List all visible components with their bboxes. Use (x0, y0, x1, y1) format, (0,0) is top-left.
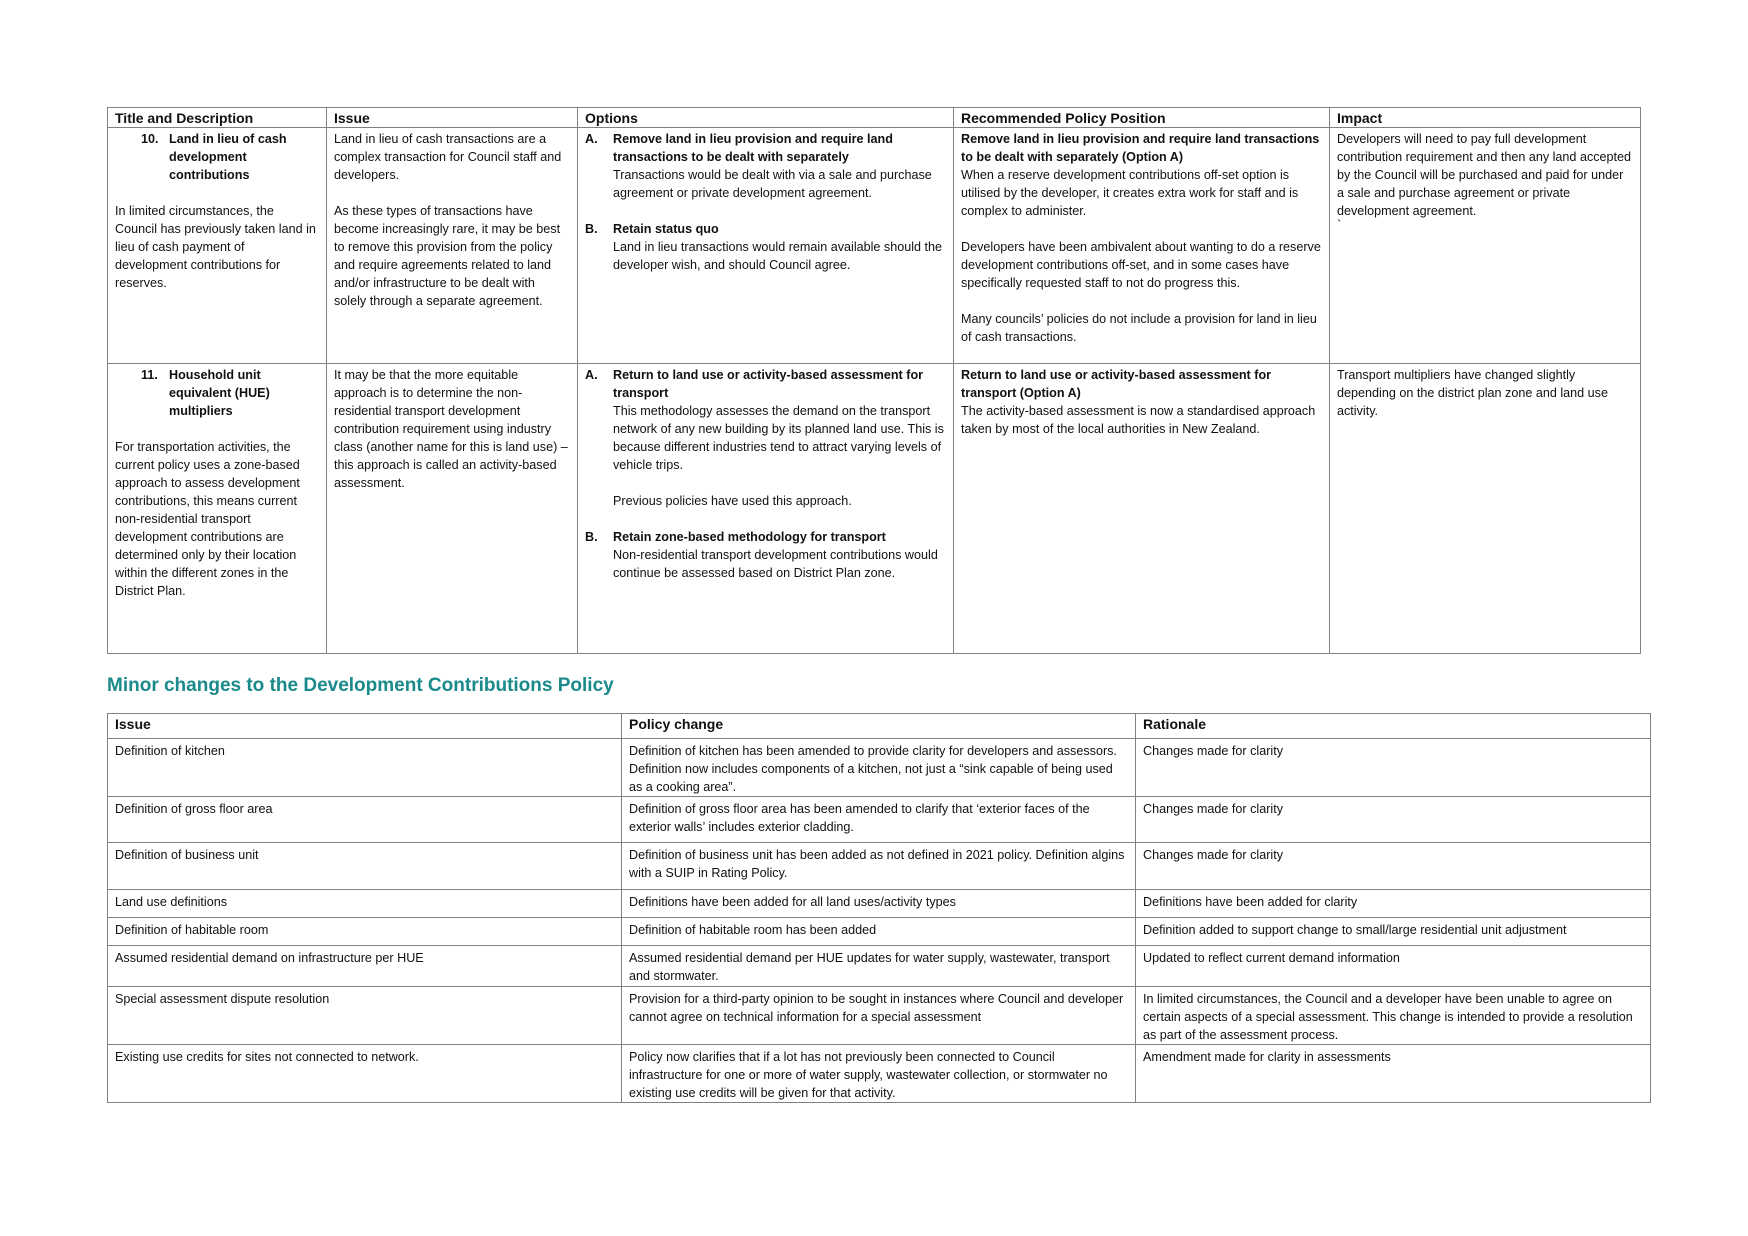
recommendation-paragraph: The activity-based assessment is now a standardised approach taken by most of the local authorities in New Zealand. (961, 404, 1316, 436)
table-row (108, 797, 1651, 843)
table-row (108, 128, 1641, 364)
recommendation-title: Return to land use or activity-based assessment for transport (Option A) (961, 368, 1272, 400)
impact-text: Developers will need to pay full development contribution requirement and then any land accepted by the Council will be purchased and paid for under a sale and purchase agreement or private development agreement. (1337, 132, 1632, 218)
issue-cell (327, 128, 578, 364)
table-row (108, 364, 1641, 654)
rationale-cell: In limited circumstances, the Council and a developer have been unable to agree on certain aspects of a special assessment. This change is intended to provide a resolution as part of the assessment process. (1136, 987, 1651, 1045)
options-cell (578, 128, 954, 364)
recommendation-paragraph: Many councils’ policies do not include a provision for land in lieu of cash transactions. (961, 312, 1317, 344)
policy-change-cell: Definition of gross floor area has been amended to clarify that ‘exterior faces of the exterior walls’ includes exterior cladding. (622, 797, 1136, 843)
option-letter: B. (585, 530, 598, 544)
table-header-row (108, 108, 1641, 128)
issue-cell: Definition of habitable room (108, 918, 622, 946)
recommendation-cell (954, 128, 1330, 364)
impact-extra: ` (1337, 218, 1342, 232)
item-number: 10. (141, 132, 159, 146)
rationale-cell: Amendment made for clarity in assessments (1136, 1045, 1651, 1103)
impact-cell (1330, 128, 1641, 364)
policy-change-cell: Definition of kitchen has been amended to provide clarity for developers and assessors. Definition now includes components of a kitchen, not just a “sink capable of being used as a cooking area”. (622, 739, 1136, 797)
table-row (108, 739, 1651, 797)
policy-change-cell: Provision for a third-party opinion to be sought in instances where Council and developer cannot agree on technical information for a special assessment (622, 987, 1136, 1045)
item-description: In limited circumstances, the Council has previously taken land in lieu of cash payment of development contributions for reserves. (115, 204, 316, 290)
issue-cell: Land use definitions (108, 890, 622, 918)
item-title-text: Household unit equivalent (HUE) multipliers (169, 368, 270, 418)
table-header-row (108, 714, 1651, 739)
option-letter: B. (585, 222, 598, 236)
header-impact: Impact (1330, 108, 1641, 128)
rationale-cell: Definition added to support change to small/large residential unit adjustment (1136, 918, 1651, 946)
options-cell (578, 364, 954, 654)
policy-change-cell: Assumed residential demand per HUE updates for water supply, wastewater, transport and stormwater. (622, 946, 1136, 987)
issue-cell: Definition of business unit (108, 843, 622, 890)
header-policy-change: Policy change (622, 714, 1136, 739)
header-rationale: Rationale (1136, 714, 1651, 739)
issue-cell: Definition of gross floor area (108, 797, 622, 843)
option-text: Previous policies have used this approach. (613, 494, 852, 508)
option-text: Land in lieu transactions would remain available should the developer wish, and should Council agree. (613, 240, 943, 272)
rationale-cell: Updated to reflect current demand information (1136, 946, 1651, 987)
recommendation-title: Remove land in lieu provision and require land transactions to be dealt with separately (Option A) (961, 132, 1320, 164)
recommendation-paragraph: Developers have been ambivalent about wanting to do a reserve development contributions off-set, and in some cases have specifically requested staff to not do progress this. (961, 240, 1321, 290)
item-title (115, 130, 319, 184)
option-title: Remove land in lieu provision and require land transactions to be dealt with separately (613, 132, 893, 164)
option-a (585, 366, 946, 510)
option-letter: A. (585, 368, 598, 382)
rationale-cell: Definitions have been added for clarity (1136, 890, 1651, 918)
recommendation-paragraph: When a reserve development contributions off-set option is utilised by the developer, it creates extra work for staff and is complex to administer. (961, 168, 1299, 218)
option-text: Transactions would be dealt with via a sale and purchase agreement or private development agreement. (613, 168, 932, 200)
impact-text: Transport multipliers have changed slightly depending on the district plan zone and land use activity. (1337, 368, 1608, 418)
item-title-text: Land in lieu of cash development contributions (169, 132, 287, 182)
option-title: Retain status quo (613, 222, 719, 236)
table-row (108, 987, 1651, 1045)
header-title-description: Title and Description (108, 108, 327, 128)
issue-paragraph: As these types of transactions have become increasingly rare, it may be best to remove this provision from the policy and require agreements related to land and/or infrastructure to be dealt with solely through a separate agreement. (334, 204, 561, 308)
issue-cell: Special assessment dispute resolution (108, 987, 622, 1045)
policy-change-cell: Policy now clarifies that if a lot has not previously been connected to Council infrastructure for one or more of water supply, wastewater collection, or stormwater no existing use credits will be given for that activity. (622, 1045, 1136, 1103)
rationale-cell: Changes made for clarity (1136, 843, 1651, 890)
title-description-cell (108, 128, 327, 364)
option-b (585, 528, 946, 582)
table-row (108, 890, 1651, 918)
issue-cell (327, 364, 578, 654)
rationale-cell: Changes made for clarity (1136, 797, 1651, 843)
policy-change-cell: Definition of business unit has been added as not defined in 2021 policy. Definition algins with a SUIP in Rating Policy. (622, 843, 1136, 890)
rationale-cell: Changes made for clarity (1136, 739, 1651, 797)
issue-paragraph: It may be that the more equitable approach is to determine the non-residential transport development contribution requirement using industry class (another name for this is land use) – this approach is called an activity-based assessment. (334, 368, 568, 490)
option-title: Retain zone-based methodology for transport (613, 530, 886, 544)
option-b (585, 220, 946, 274)
title-description-cell (108, 364, 327, 654)
header-options: Options (578, 108, 954, 128)
option-text: This methodology assesses the demand on the transport network of any new building by its planned land use. This is because different industries tend to attract varying levels of vehicle trips. (613, 404, 944, 472)
option-a (585, 130, 946, 202)
header-issue: Issue (327, 108, 578, 128)
header-issue: Issue (108, 714, 622, 739)
item-description: For transportation activities, the current policy uses a zone-based approach to assess development contributions, this means current non-residential transport development contributions are determined only by their location within the different zones in the District Plan. (115, 440, 300, 598)
table-row (108, 843, 1651, 890)
policy-change-cell: Definition of habitable room has been added (622, 918, 1136, 946)
section-heading: Minor changes to the Development Contributions Policy (107, 675, 614, 696)
item-title (115, 366, 319, 420)
item-number: 11. (141, 368, 158, 382)
policy-change-cell: Definitions have been added for all land uses/activity types (622, 890, 1136, 918)
option-text: Non-residential transport development contributions would continue be assessed based on District Plan zone. (613, 548, 938, 580)
option-title: Return to land use or activity-based assessment for transport (613, 368, 924, 400)
recommendation-cell (954, 364, 1330, 654)
minor-changes-table (107, 713, 1651, 1103)
header-recommended-position: Recommended Policy Position (954, 108, 1330, 128)
table-row (108, 1045, 1651, 1103)
option-letter: A. (585, 132, 598, 146)
impact-cell (1330, 364, 1641, 654)
issue-cell: Assumed residential demand on infrastructure per HUE (108, 946, 622, 987)
policy-options-table (107, 107, 1641, 654)
table-row (108, 946, 1651, 987)
issue-paragraph: Land in lieu of cash transactions are a complex transaction for Council staff and developers. (334, 132, 562, 182)
table-row (108, 918, 1651, 946)
issue-cell: Existing use credits for sites not connected to network. (108, 1045, 622, 1103)
issue-cell: Definition of kitchen (108, 739, 622, 797)
